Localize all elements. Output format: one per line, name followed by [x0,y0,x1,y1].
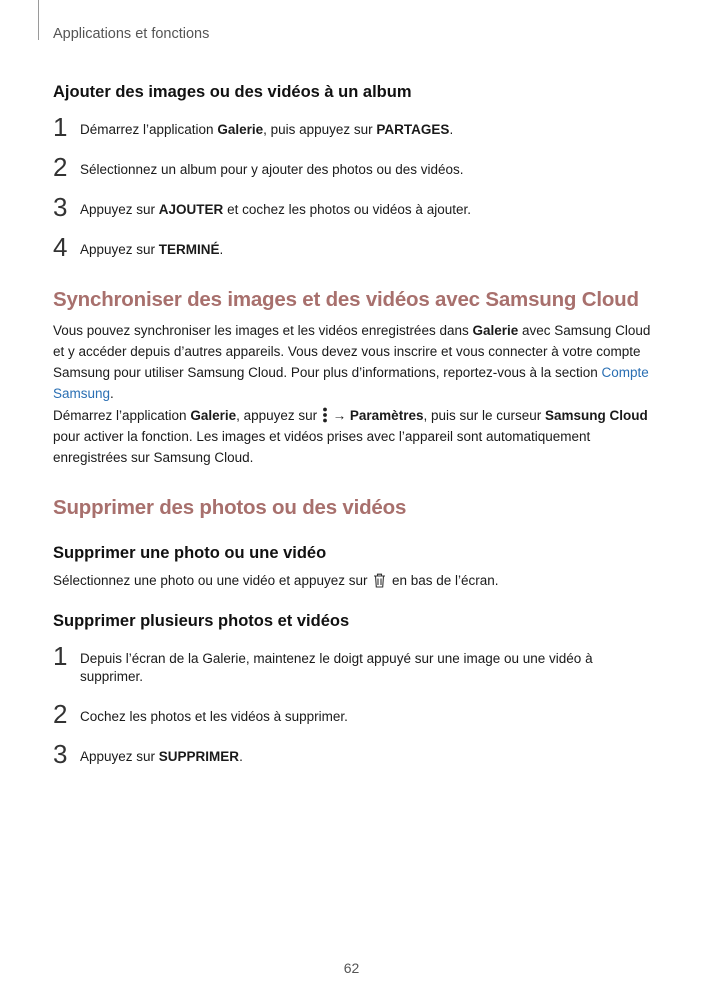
step-text: Sélectionnez un album pour y ajouter des photos ou des vidéos. [80,162,464,177]
step-number: 1 [53,641,68,671]
delete-step-2 [53,699,653,729]
add-step-4 [53,232,653,262]
add-step-3 [53,192,653,222]
arrow-text: → [328,408,350,423]
delete-single-paragraph [53,570,653,591]
step-text: . [239,749,243,764]
paragraph-text: Démarrez l’application [53,408,191,423]
step-text: Démarrez l’application [80,122,218,137]
paragraph-text: Sélectionnez une photo ou une vidéo et appuyez sur [53,573,372,588]
step-text: Depuis l’écran de la Galerie, maintenez le doigt appuyé sur une image ou une vidéo à supprimer. [80,651,593,684]
add-steps-list [53,112,653,262]
paragraph-text: , puis sur le curseur [423,408,546,423]
step-bold-text: PARTAGES [376,122,450,137]
step-number: 3 [53,192,68,222]
header-rule [38,0,39,40]
step-text: , puis appuyez sur [263,122,377,137]
step-text: Appuyez sur [80,749,159,764]
page-content [53,80,653,769]
step-bold-text: AJOUTER [158,202,224,217]
step-text: . [219,242,224,257]
paragraph-text: en bas de l’écran. [388,573,499,588]
step-text: Appuyez sur [80,242,159,257]
step-text: Cochez les photos et les vidéos à supprimer. [80,709,348,724]
step-number: 1 [53,112,68,142]
section-sync-title: Synchroniser des images et des vidéos avec Samsung Cloud [53,288,639,311]
step-number: 4 [53,232,68,262]
paragraph-bold-text: Galerie [190,408,237,423]
step-text: Appuyez sur [80,202,159,217]
delete-step-3 [53,739,653,769]
header-title: Applications et fonctions [53,26,210,42]
page-number: 62 [343,960,360,976]
paragraph-text: , appuyez sur [236,408,321,423]
section-delete-title: Supprimer des photos ou des vidéos [53,496,407,519]
add-step-2 [53,152,653,182]
delete-steps-list [53,641,653,769]
sync-paragraph-2 [53,405,653,468]
step-number: 2 [53,152,68,182]
delete-multiple-title: Supprimer plusieurs photos et vidéos [53,612,350,630]
section-add-title: Ajouter des images ou des vidéos à un album [53,83,412,101]
step-bold-text: TERMINÉ [158,242,220,257]
samsung-account-link[interactable]: Compte Samsung [53,365,649,401]
trash-icon [373,573,386,588]
paragraph-text: . [110,386,114,401]
delete-step-1 [53,641,653,686]
step-number: 3 [53,739,68,769]
paragraph-text: pour activer la fonction. Les images et vidéos prises avec l’appareil sont automatiquement enregistrées sur Samsung Cloud. [53,429,591,465]
paragraph-bold-text: Galerie [472,323,519,338]
paragraph-text: Vous pouvez synchroniser les images et les vidéos enregistrées dans [53,323,473,338]
step-number: 2 [53,699,68,729]
step-text: . [449,122,454,137]
step-bold-text: Galerie [217,122,264,137]
delete-single-title: Supprimer une photo ou une vidéo [53,544,327,562]
step-text: et cochez les photos ou vidéos à ajouter. [223,202,471,217]
paragraph-bold-text: Samsung Cloud [545,408,648,423]
sync-paragraph-1 [53,320,653,404]
more-options-icon [321,407,329,423]
step-bold-text: SUPPRIMER [158,749,240,764]
paragraph-bold-text: Paramètres [349,408,424,423]
paragraph-text: avec Samsung Cloud et y accéder depuis d’autres appareils. Vous devez vous inscrire et vous connecter à votre compte Samsung pour utiliser Samsung Cloud. Pour plus d’informations, reportez-vous à la section [53,323,651,380]
add-step-1 [53,112,653,142]
